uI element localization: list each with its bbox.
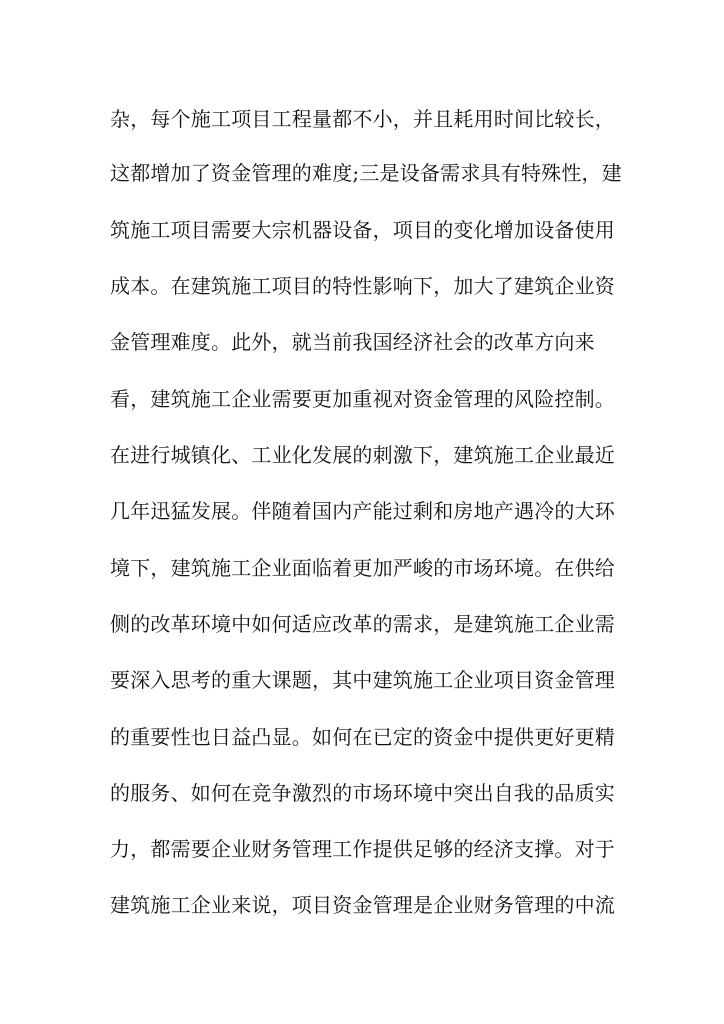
text-line-5: 金管理难度。此外，就当前我国经济社会的改革方向来: [110, 330, 595, 354]
text-line-7: 在进行城镇化、工业化发展的刺激下，建筑施工企业最近: [110, 443, 615, 467]
text-line-4: 成本。在建筑施工项目的特性影响下，加大了建筑企业资: [110, 274, 615, 298]
text-line-10: 侧的改革环境中如何适应改革的需求，是建筑施工企业需: [110, 612, 615, 636]
text-line-11: 要深入思考的重大课题，其中建筑施工企业项目资金管理: [110, 668, 615, 692]
text-line-13: 的服务、如何在竞争激烈的市场环境中突出自我的品质实: [110, 781, 615, 805]
text-line-15: 建筑施工企业来说，项目资金管理是企业财务管理的中流: [110, 893, 615, 917]
text-line-14: 力，都需要企业财务管理工作提供足够的经济支撑。对于: [110, 837, 615, 861]
text-line-12: 的重要性也日益凸显。如何在已定的资金中提供更好更精: [110, 725, 615, 749]
text-line-2: 这都增加了资金管理的难度;三是设备需求具有特殊性，建: [110, 161, 622, 185]
text-line-1: 杂，每个施工项目工程量都不小，并且耗用时间比较长，: [110, 107, 615, 131]
text-line-9: 境下，建筑施工企业面临着更加严峻的市场环境。在供给: [110, 556, 615, 580]
text-line-8: 几年迅猛发展。伴随着国内产能过剩和房地产遇冷的大环: [110, 499, 615, 523]
text-line-3: 筑施工项目需要大宗机器设备，项目的变化增加设备使用: [110, 218, 615, 242]
text-line-6: 看，建筑施工企业需要更加重视对资金管理的风险控制。: [110, 387, 615, 411]
